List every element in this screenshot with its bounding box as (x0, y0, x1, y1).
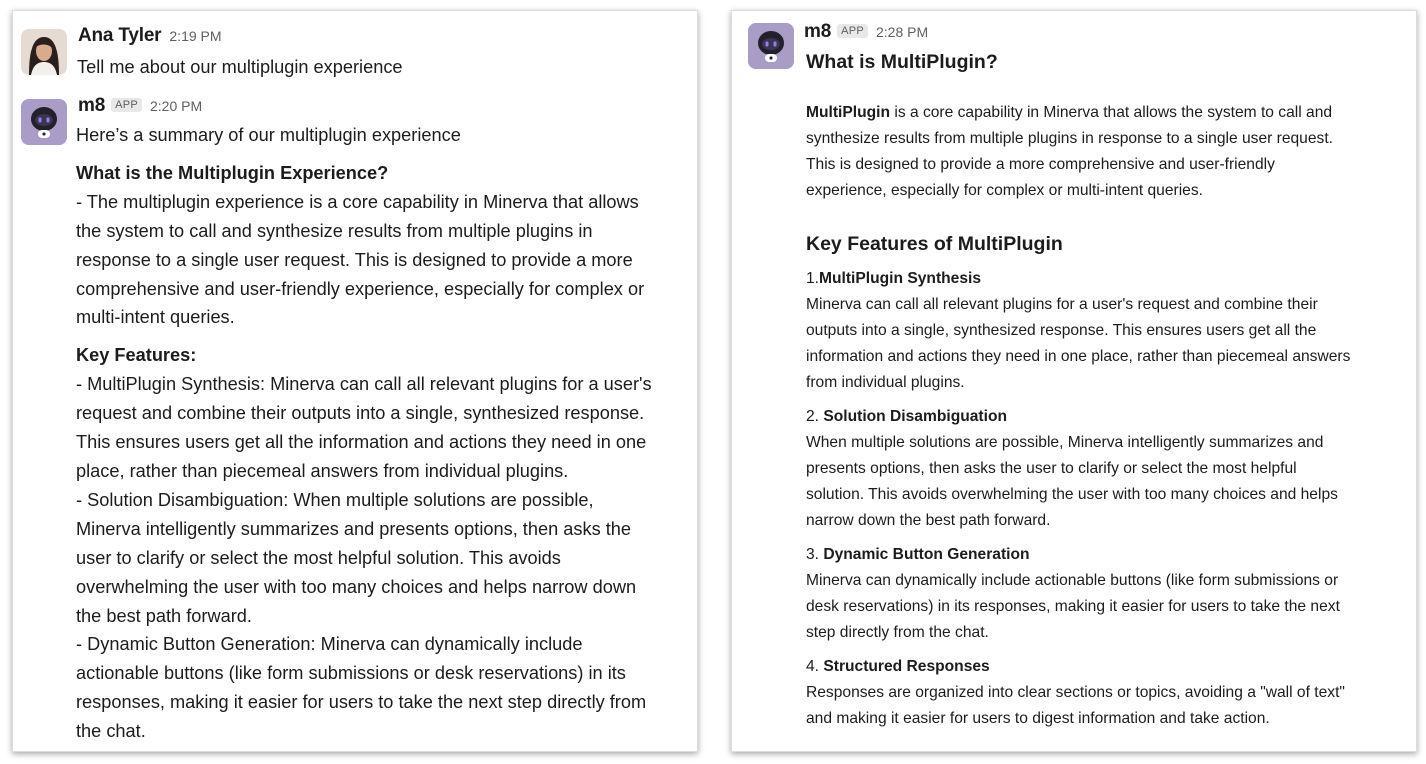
text-line: Minerva can call all relevant plugins for a user's request and combine their (806, 296, 1318, 313)
heading-key-features: Key Features: (76, 345, 197, 366)
left-chat-panel (12, 10, 698, 752)
text-line: the system to call and synthesize results from multiple plugins in (76, 220, 593, 241)
user-message-text: Tell me about our multiplugin experience (77, 57, 403, 77)
person-photo-icon (21, 29, 67, 75)
text-line: from individual plugins. (806, 374, 965, 391)
text-line: desk reservations) in its responses, making it easier for users to take the next (806, 598, 1340, 615)
feature-number: 3. (806, 546, 824, 563)
right-chat-panel (731, 10, 1417, 752)
text-line: information and actions they need in one place, rather than piecemeal answers (806, 348, 1351, 365)
heading-what-is: What is the Multiplugin Experience? (76, 162, 389, 183)
feature-item (806, 654, 1350, 732)
text-line: - Dynamic Button Generation: Minerva can dynamically include (76, 634, 583, 655)
app-badge: APP (111, 98, 142, 112)
feature-title: 3. Dynamic Button Generation (806, 546, 1030, 563)
text-line: request and combine their outputs into a single, synthesized response. (76, 403, 645, 424)
user-message-header (78, 25, 222, 47)
intro-paragraph (806, 100, 1350, 204)
text-line: This is designed to provide a more comprehensive and user-friendly (806, 156, 1275, 173)
text-line: multi-intent queries. (76, 307, 235, 328)
text-line: user to clarify or select the most helpful solution. This avoids (76, 547, 561, 568)
text-line: - Solution Disambiguation: When multiple solutions are possible, (76, 489, 594, 510)
title-what-is: What is MultiPlugin? (806, 51, 998, 73)
intro-line-rest: is a core capability in Minerva that allows the system to call and (890, 104, 1333, 121)
feature-item (806, 266, 1350, 396)
text-line: This ensures users get all the information and actions they need in one (76, 432, 647, 453)
text-line: step directly from the chat. (806, 624, 989, 641)
features-list (76, 370, 652, 746)
feature-title: 2. Solution Disambiguation (806, 408, 1007, 425)
robot-icon (21, 99, 67, 145)
author-name[interactable]: Ana Tyler (78, 25, 162, 46)
user-message (13, 11, 698, 91)
intro-text: Here’s a summary of our multiplugin experience (76, 125, 461, 145)
text-line: actionable buttons (like form submissions or desk reservations) in its (76, 663, 626, 684)
bot-message (732, 11, 1417, 751)
section-title-key-features: Key Features of MultiPlugin (806, 233, 1063, 255)
text-line: - The multiplugin experience is a core capability in Minerva that allows (76, 191, 639, 212)
text-line: responses, making it easier for users to take the next step directly from (76, 692, 647, 713)
text-line: Minerva can dynamically include actionable buttons (like form submissions or (806, 572, 1339, 589)
text-line: outputs into a single, synthesized response. This ensures users get all the (806, 322, 1317, 339)
feature-title: 1.MultiPlugin Synthesis (806, 270, 982, 287)
text-line: response to a single user request. This is designed to provide a more (76, 249, 633, 270)
bot-message-header (804, 21, 928, 43)
feature-number: 4. (806, 658, 824, 675)
bot-message-header (78, 95, 202, 117)
text-line: and making it easier for users to digest information and take action. (806, 710, 1270, 727)
robot-icon (748, 23, 794, 69)
feature-title: 4. Structured Responses (806, 658, 990, 675)
feature-number: 1. (806, 270, 820, 287)
timestamp[interactable]: 2:19 PM (169, 28, 222, 44)
para-what-is (76, 188, 652, 333)
bot-avatar[interactable] (748, 23, 794, 69)
app-badge: APP (837, 24, 868, 38)
feature-item (806, 404, 1350, 534)
timestamp[interactable]: 2:20 PM (149, 98, 203, 114)
text-line: Minerva intelligently summarizes and presents options, then asks the (76, 518, 631, 539)
text-line: overwhelming the user with too many choices and helps narrow down (76, 576, 637, 597)
user-avatar[interactable] (21, 29, 67, 75)
text-line: solution. This avoids overwhelming the user with too many choices and helps (806, 486, 1338, 503)
text-line: the best path forward. (76, 605, 252, 626)
text-line: narrow down the best path forward. (806, 512, 1051, 529)
bot-name[interactable]: m8 (78, 95, 106, 116)
bot-name[interactable]: m8 (804, 21, 832, 42)
text-line: - MultiPlugin Synthesis: Minerva can call all relevant plugins for a user's (76, 374, 652, 395)
bot-message (13, 91, 698, 751)
bot-message-body (806, 48, 1350, 732)
bot-avatar[interactable] (21, 99, 67, 145)
text-line: Responses are organized into clear sections or topics, avoiding a "wall of text" (806, 684, 1345, 701)
text-line (806, 100, 1350, 126)
feature-number: 2. (806, 408, 824, 425)
intro-bold-term: MultiPlugin (806, 104, 891, 121)
text-line: synthesize results from multiple plugins in response to a single user request. (806, 130, 1333, 147)
text-line: experience, especially for complex or multi-intent queries. (806, 182, 1203, 199)
text-line: presents options, then asks the user to clarify or select the most helpful (806, 460, 1297, 477)
text-line: When multiple solutions are possible, Minerva intelligently summarizes and (806, 434, 1324, 451)
text-line: comprehensive and user-friendly experience, especially for complex or (76, 278, 645, 299)
timestamp[interactable]: 2:28 PM (875, 24, 929, 40)
text-line: the chat. (76, 721, 146, 742)
bot-message-body (76, 121, 652, 746)
feature-item (806, 542, 1350, 646)
text-line: place, rather than piecemeal answers from individual plugins. (76, 460, 569, 481)
